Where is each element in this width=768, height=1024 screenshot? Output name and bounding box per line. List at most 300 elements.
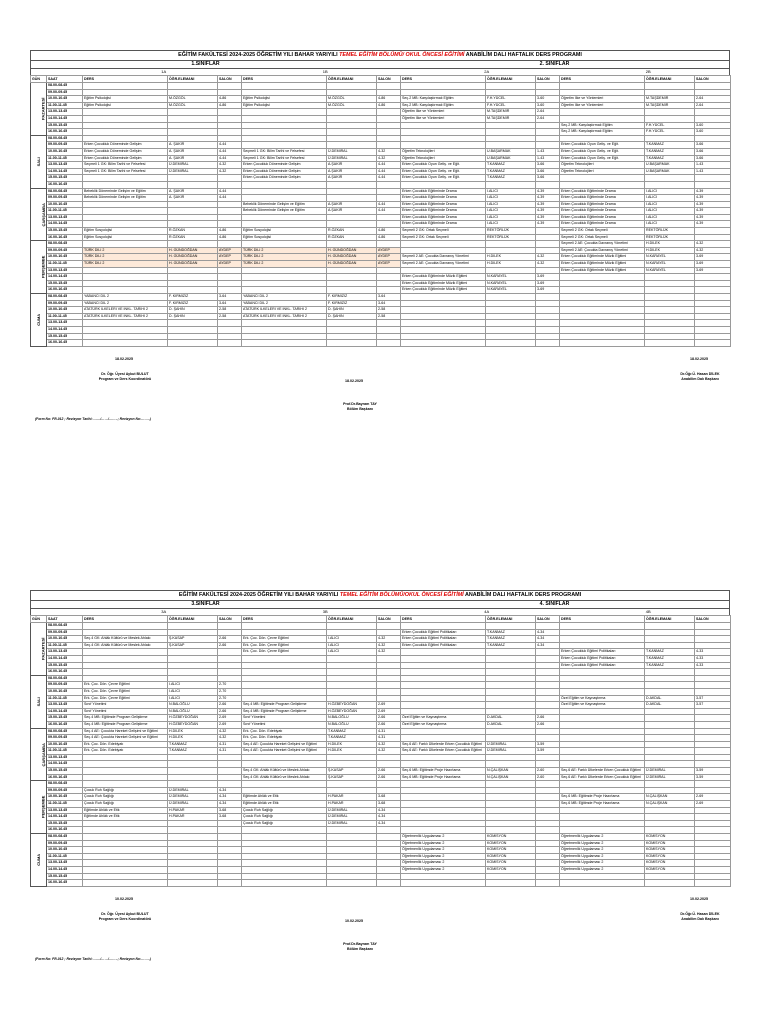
table-row <box>31 208 731 215</box>
schedule-cell <box>401 814 486 821</box>
schedule-cell: 4-32 <box>695 247 731 254</box>
schedule-cell <box>218 880 242 887</box>
schedule-cell <box>83 774 168 781</box>
schedule-cell: 4-32 <box>377 649 401 656</box>
table-row <box>31 721 731 728</box>
table-row <box>31 748 731 755</box>
time-cell: 08.00-08.45 <box>47 83 83 90</box>
schedule-cell <box>327 781 377 788</box>
schedule-cell: 3-69 <box>536 280 560 287</box>
schedule-cell <box>401 708 486 715</box>
schedule-cell: M.ÖZGÖL <box>327 102 377 109</box>
schedule-cell: U.BAŞARMAK <box>486 155 536 162</box>
schedule-cell <box>695 669 731 676</box>
schedule-cell <box>536 135 560 142</box>
schedule-cell <box>695 807 731 814</box>
schedule-cell <box>536 735 560 742</box>
schedule-cell: 4-32 <box>218 162 242 169</box>
table-row <box>31 234 731 241</box>
schedule-cell <box>486 89 536 96</box>
table-row <box>31 109 731 116</box>
schedule-cell <box>486 340 536 347</box>
schedule-cell: Çocuk Ruh Sağlığı <box>242 807 327 814</box>
table-row <box>31 214 731 221</box>
schedule-cell: Erken Çocukluk Döneminde Gelişim <box>242 175 327 182</box>
schedule-cell <box>695 307 731 314</box>
schedule-cell: 3-60 <box>695 129 731 136</box>
time-cell: 16.00-16.45 <box>47 129 83 136</box>
schedule-cell <box>645 827 695 834</box>
schedule-cell <box>401 827 486 834</box>
schedule-cell <box>486 682 536 689</box>
schedule-cell <box>327 860 377 867</box>
schedule-cell <box>560 294 645 301</box>
schedule-cell: 2-60 <box>536 774 560 781</box>
schedule-cell <box>218 241 242 248</box>
schedule-cell: İ.ALICI <box>168 682 218 689</box>
schedule-cell <box>83 287 168 294</box>
schedule-cell: Erken Çocukluk Eğitimi Politikaları <box>560 662 645 669</box>
schedule-cell: İ.ALICI <box>645 214 695 221</box>
schedule-cell <box>645 735 695 742</box>
title-part: ANABİLİM DALI HAFTALIK DERS PROGRAMI <box>463 592 582 598</box>
schedule-cell <box>560 623 645 630</box>
schedule-cell: 3-57 <box>695 702 731 709</box>
schedule-cell <box>645 675 695 682</box>
time-cell: 10.00-10.45 <box>47 307 83 314</box>
table-row <box>31 201 731 208</box>
schedule-cell <box>168 827 218 834</box>
schedule-cell: Çocuk Ruh Sağlığı <box>83 794 168 801</box>
schedule-cell <box>242 83 327 90</box>
schedule-cell <box>560 280 645 287</box>
column-header: ÖĞR.ELEMANI <box>486 76 536 83</box>
schedule-cell <box>401 655 486 662</box>
schedule-cell <box>401 313 486 320</box>
schedule-cell <box>401 781 486 788</box>
schedule-cell: T.KANMAZ <box>486 629 536 636</box>
schedule-cell <box>645 280 695 287</box>
schedule-cell: 4-34 <box>377 807 401 814</box>
schedule-cell <box>168 287 218 294</box>
schedule-cell: Erk. Çoc. Dön. Edebiyatı <box>83 741 168 748</box>
signature-chair <box>320 402 400 412</box>
schedule-cell: 3-66 <box>536 168 560 175</box>
schedule-cell: 3-64 <box>218 294 242 301</box>
schedule-cell: Sınıf Yönetimi <box>242 721 327 728</box>
time-cell: 11.00-11.45 <box>47 695 83 702</box>
schedule-cell <box>645 741 695 748</box>
day-label: CUMA <box>35 313 41 326</box>
signature-date: 10.02.2025 <box>345 919 363 923</box>
schedule-cell: 2-69 <box>218 715 242 722</box>
schedule-table <box>30 75 731 347</box>
schedule-cell <box>327 109 377 116</box>
schedule-cell: 2-69 <box>377 702 401 709</box>
schedule-cell <box>377 135 401 142</box>
schedule-cell: Seç.6 AE: Farklı Ülkelerde Erken Çocukluk Eğitimi <box>560 774 645 781</box>
schedule-cell: Öğretmenlik Uygulaması 2 <box>560 847 645 854</box>
time-cell: 09.00-09.45 <box>47 195 83 202</box>
schedule-cell <box>168 623 218 630</box>
schedule-cell: Erken Çocukluk Eğitiminde Müzik Eğitimi <box>401 287 486 294</box>
schedule-cell <box>168 834 218 841</box>
schedule-cell <box>327 267 377 274</box>
schedule-cell <box>168 340 218 347</box>
schedule-cell <box>536 181 560 188</box>
signature-name: Dr. Öğr. Üyesi Aykut BULUT <box>101 912 149 916</box>
class-year-right: 4. SINIFLAR <box>539 601 570 607</box>
schedule-cell: ATATÜRK İLKELERİ VE İNKL. TARİHİ 2 <box>242 313 327 320</box>
schedule-cell <box>536 241 560 248</box>
time-cell: 10.00-10.45 <box>47 847 83 854</box>
schedule-cell <box>168 880 218 887</box>
day-cell <box>31 241 47 294</box>
time-cell: 16.00-16.45 <box>47 287 83 294</box>
time-cell: 15.00-15.45 <box>47 715 83 722</box>
schedule-cell <box>536 83 560 90</box>
schedule-cell: 4-31 <box>377 728 401 735</box>
schedule-cell <box>536 873 560 880</box>
schedule-cell <box>645 181 695 188</box>
schedule-cell <box>377 853 401 860</box>
schedule-cell: H.DİLEK <box>327 748 377 755</box>
schedule-cell <box>83 109 168 116</box>
table-row <box>31 682 731 689</box>
section-label: 3A <box>161 609 167 614</box>
schedule-cell: T.KANMAZ <box>645 655 695 662</box>
schedule-cell <box>242 109 327 116</box>
schedule-cell: Ü.DEMİRAL <box>645 768 695 775</box>
schedule-cell <box>83 340 168 347</box>
schedule-cell: Erken Çocukluk Eğitimi Politikaları <box>560 649 645 656</box>
schedule-cell <box>83 320 168 327</box>
time-cell: 16.00-16.45 <box>47 774 83 781</box>
schedule-cell <box>327 89 377 96</box>
table-row <box>31 228 731 235</box>
schedule-cell: Erk. Çoc. Dön. Çevre Eğitimi <box>242 649 327 656</box>
schedule-cell: İ.ALICI <box>327 649 377 656</box>
schedule-cell: D. ŞAHİN <box>327 307 377 314</box>
time-cell: 08.00-08.45 <box>47 834 83 841</box>
schedule-cell <box>695 175 731 182</box>
time-cell: 13.00-13.45 <box>47 214 83 221</box>
schedule-cell: Seçmeli 2 GK: Ortak Seçmeli <box>401 228 486 235</box>
column-header: SALON <box>377 616 401 623</box>
schedule-cell: 3-59 <box>536 748 560 755</box>
schedule-cell <box>377 827 401 834</box>
schedule-cell: 4-33 <box>695 655 731 662</box>
time-cell: 09.00-09.45 <box>47 682 83 689</box>
time-cell: 14.00-14.45 <box>47 866 83 873</box>
schedule-cell: Erken Çocukluk Eğitiminde Drama <box>401 188 486 195</box>
schedule-cell <box>560 340 645 347</box>
schedule-cell <box>486 728 536 735</box>
schedule-cell <box>327 129 377 136</box>
table-row <box>31 735 731 742</box>
schedule-cell <box>536 662 560 669</box>
schedule-cell: 4-32 <box>218 735 242 742</box>
schedule-cell <box>401 181 486 188</box>
schedule-cell <box>377 623 401 630</box>
day-label: PAZARTESİ <box>40 97 46 121</box>
schedule-cell <box>695 741 731 748</box>
schedule-cell <box>695 840 731 847</box>
table-row <box>31 675 731 682</box>
schedule-cell: İ.ALICI <box>645 195 695 202</box>
form-number: (Form No: FR-012 ; Revizyon Tarihi:……./……/……..; Revizyon No:……..) <box>35 957 151 961</box>
time-cell: 14.00-14.45 <box>47 708 83 715</box>
signature-role: Program ve Ders Koordinatörü <box>98 377 152 381</box>
schedule-cell: YABANCI DİL 2 <box>242 294 327 301</box>
schedule-cell <box>645 754 695 761</box>
schedule-cell <box>242 274 327 281</box>
schedule-cell <box>695 873 731 880</box>
schedule-cell: T.KANMAZ <box>486 642 536 649</box>
schedule-cell <box>168 768 218 775</box>
schedule-cell: M.TAŞDEMİR <box>486 109 536 116</box>
table-row <box>31 801 731 808</box>
schedule-cell: T.KANMAZ <box>486 636 536 643</box>
table-row <box>31 313 731 320</box>
schedule-cell: Erken Çocukluk Eğitiminde Drama <box>560 208 645 215</box>
schedule-cell <box>218 122 242 129</box>
time-cell: 15.00-15.45 <box>47 280 83 287</box>
schedule-cell: Öğretim Teknolojileri <box>401 155 486 162</box>
schedule-cell <box>695 754 731 761</box>
schedule-cell: F.H.YÜCEL <box>645 129 695 136</box>
schedule-cell <box>242 860 327 867</box>
schedule-cell <box>83 267 168 274</box>
schedule-cell: A.ŞAKIR <box>327 175 377 182</box>
schedule-cell <box>401 787 486 794</box>
schedule-cell <box>486 655 536 662</box>
table-row <box>31 241 731 248</box>
schedule-cell: Seçmeli 1 GK: Bilim Tarihi ve Felsefesi <box>242 155 327 162</box>
schedule-cell <box>560 721 645 728</box>
schedule-cell <box>168 274 218 281</box>
schedule-cell: Öğretim İlke ve Yöntemleri <box>401 115 486 122</box>
schedule-cell <box>242 89 327 96</box>
schedule-cell: 4-44 <box>218 142 242 149</box>
schedule-cell: N.ÇALIŞKAN <box>645 794 695 801</box>
schedule-cell: 4-39 <box>536 201 560 208</box>
schedule-cell <box>83 274 168 281</box>
schedule-cell: İ.ALICI <box>327 636 377 643</box>
schedule-cell: Seçmeli 2 AE: Çocukta Davranış Yönetimi <box>560 247 645 254</box>
schedule-cell <box>560 175 645 182</box>
schedule-cell <box>327 827 377 834</box>
schedule-cell <box>242 866 327 873</box>
schedule-cell <box>83 880 168 887</box>
column-header: DERS <box>242 616 327 623</box>
schedule-cell: N.KARAYEL <box>486 274 536 281</box>
schedule-cell: R.ÖZKAN <box>168 234 218 241</box>
schedule-cell: 4-86 <box>377 234 401 241</box>
schedule-cell <box>695 715 731 722</box>
schedule-cell: 2-60 <box>536 768 560 775</box>
schedule-cell: 4-86 <box>377 96 401 103</box>
schedule-cell: Seç.4 MB: Eğitimde Program Geliştirme <box>242 702 327 709</box>
schedule-cell: KOMİSYON <box>645 834 695 841</box>
schedule-cell <box>242 181 327 188</box>
schedule-cell: Erken Çocukluk Eğitiminde Müzik Eğitimi <box>560 254 645 261</box>
time-cell: 16.00-16.45 <box>47 827 83 834</box>
schedule-cell <box>536 228 560 235</box>
schedule-cell <box>242 761 327 768</box>
table-row <box>31 102 731 109</box>
schedule-cell: 3-68 <box>377 794 401 801</box>
schedule-cell <box>242 221 327 228</box>
schedule-cell: Ü.DEMİRAL <box>327 148 377 155</box>
schedule-cell <box>536 834 560 841</box>
schedule-cell <box>486 247 536 254</box>
schedule-cell <box>377 122 401 129</box>
schedule-cell: 4-44 <box>377 208 401 215</box>
schedule-cell: İ.ALICI <box>168 695 218 702</box>
schedule-cell <box>645 623 695 630</box>
schedule-cell: 4-34 <box>377 814 401 821</box>
time-cell: 08.00-08.45 <box>47 135 83 142</box>
table-row <box>31 768 731 775</box>
schedule-cell <box>401 122 486 129</box>
schedule-cell <box>560 820 645 827</box>
schedule-cell: TÜRK DİLİ 2 <box>242 254 327 261</box>
class-year-header <box>30 601 730 609</box>
day-label: SALI <box>35 697 41 707</box>
schedule-cell: YABANCI DİL 2 <box>242 300 327 307</box>
schedule-cell <box>168 320 218 327</box>
schedule-cell: Seç.2 MB: Karşılaştırmalı Eğitim <box>560 129 645 136</box>
signature-head <box>660 912 740 922</box>
schedule-cell: Seç.2 MB: Karşılaştırmalı Eğitim <box>401 102 486 109</box>
schedule-cell <box>560 880 645 887</box>
schedule-cell <box>218 834 242 841</box>
schedule-cell <box>560 761 645 768</box>
signature-role: Bölüm Başkanı <box>347 947 373 951</box>
schedule-cell <box>401 880 486 887</box>
schedule-cell: KOMİSYON <box>486 853 536 860</box>
schedule-cell <box>695 682 731 689</box>
schedule-cell: Erken Çocukluk Eğitiminde Drama <box>560 195 645 202</box>
schedule-cell <box>83 761 168 768</box>
schedule-cell: F. KİRMIZIZ <box>168 300 218 307</box>
title-department: TEMEL EĞİTİM BÖLÜMÜ/ <box>339 592 405 598</box>
time-cell: 09.00-09.45 <box>47 840 83 847</box>
schedule-cell <box>695 748 731 755</box>
time-cell: 09.00-09.45 <box>47 787 83 794</box>
schedule-cell: 3-60 <box>695 122 731 129</box>
schedule-cell <box>377 340 401 347</box>
schedule-cell: Erken Çocukluk Oyun Geliş. ve Eğit. <box>401 162 486 169</box>
schedule-cell: 3-66 <box>536 175 560 182</box>
schedule-cell: H.PAKAR <box>327 794 377 801</box>
table-row <box>31 188 731 195</box>
schedule-cell: H. GÜNDOĞDAN <box>327 254 377 261</box>
schedule-cell <box>218 214 242 221</box>
time-cell: 10.00-10.45 <box>47 254 83 261</box>
schedule-cell <box>645 708 695 715</box>
schedule-sheet-2 <box>30 590 730 887</box>
schedule-cell: H.PAKAR <box>168 814 218 821</box>
schedule-cell <box>536 728 560 735</box>
schedule-cell: T.KANMAZ <box>168 748 218 755</box>
schedule-cell <box>377 89 401 96</box>
schedule-cell <box>486 294 536 301</box>
time-cell: 14.00-14.45 <box>47 655 83 662</box>
schedule-cell: 4-32 <box>536 261 560 268</box>
schedule-cell: Erk. Çoc. Dön. Çevre Eğitimi <box>83 688 168 695</box>
schedule-cell <box>327 221 377 228</box>
schedule-cell: N.KARAYEL <box>645 261 695 268</box>
schedule-cell <box>401 267 486 274</box>
column-header: DERS <box>401 616 486 623</box>
schedule-cell <box>242 326 327 333</box>
schedule-cell <box>327 280 377 287</box>
schedule-cell <box>645 715 695 722</box>
schedule-cell: İ.ALICI <box>645 188 695 195</box>
schedule-cell <box>536 761 560 768</box>
schedule-cell: H. GÜNDOĞDAN <box>327 261 377 268</box>
schedule-cell <box>486 662 536 669</box>
schedule-cell <box>401 735 486 742</box>
signature-name: Prof.Dr.Bayram TAY <box>343 402 377 406</box>
schedule-cell: 4-32 <box>377 748 401 755</box>
schedule-cell <box>377 274 401 281</box>
schedule-cell <box>242 135 327 142</box>
table-row <box>31 254 731 261</box>
schedule-cell: Erken Çocukluk Oyun Geliş. ve Eğit. <box>401 168 486 175</box>
schedule-cell <box>327 623 377 630</box>
schedule-cell: 3-69 <box>695 261 731 268</box>
time-cell: 15.00-15.45 <box>47 175 83 182</box>
schedule-cell: H. GÜNDOĞDAN <box>168 247 218 254</box>
table-row <box>31 280 731 287</box>
schedule-cell <box>377 669 401 676</box>
schedule-cell: 4-32 <box>377 642 401 649</box>
schedule-cell: Özel Eğitim ve Kaynaştırma <box>401 715 486 722</box>
schedule-cell: Erken Çocukluk Eğitiminde Drama <box>401 214 486 221</box>
schedule-cell: İ.ALICI <box>486 195 536 202</box>
table-row <box>31 702 731 709</box>
table-row <box>31 708 731 715</box>
schedule-cell: Ü.DEMİRAL <box>168 801 218 808</box>
schedule-cell <box>486 807 536 814</box>
column-header: ÖĞR.ELEMANI <box>645 616 695 623</box>
schedule-cell <box>327 629 377 636</box>
schedule-cell: 4-39 <box>536 195 560 202</box>
schedule-cell <box>695 83 731 90</box>
schedule-cell <box>486 873 536 880</box>
schedule-cell <box>695 827 731 834</box>
schedule-cell: T.KANMAZ <box>327 735 377 742</box>
schedule-cell: T.KANMAZ <box>645 662 695 669</box>
schedule-cell <box>242 754 327 761</box>
schedule-cell: 4-31 <box>377 735 401 742</box>
schedule-cell: F.H.YÜCEL <box>486 96 536 103</box>
schedule-cell: N.ÇALIŞKAN <box>486 774 536 781</box>
schedule-cell: İ.ALICI <box>168 688 218 695</box>
time-cell: 11.00-11.45 <box>47 261 83 268</box>
table-row <box>31 636 731 643</box>
table-row <box>31 261 731 268</box>
schedule-cell: TÜRK DİLİ 2 <box>83 261 168 268</box>
table-row <box>31 274 731 281</box>
schedule-cell: 2-69 <box>218 721 242 728</box>
day-label: PERŞEMBE <box>40 795 46 819</box>
schedule-cell: T.KANMAZ <box>486 175 536 182</box>
schedule-cell: Öğretim Teknolojileri <box>560 162 645 169</box>
